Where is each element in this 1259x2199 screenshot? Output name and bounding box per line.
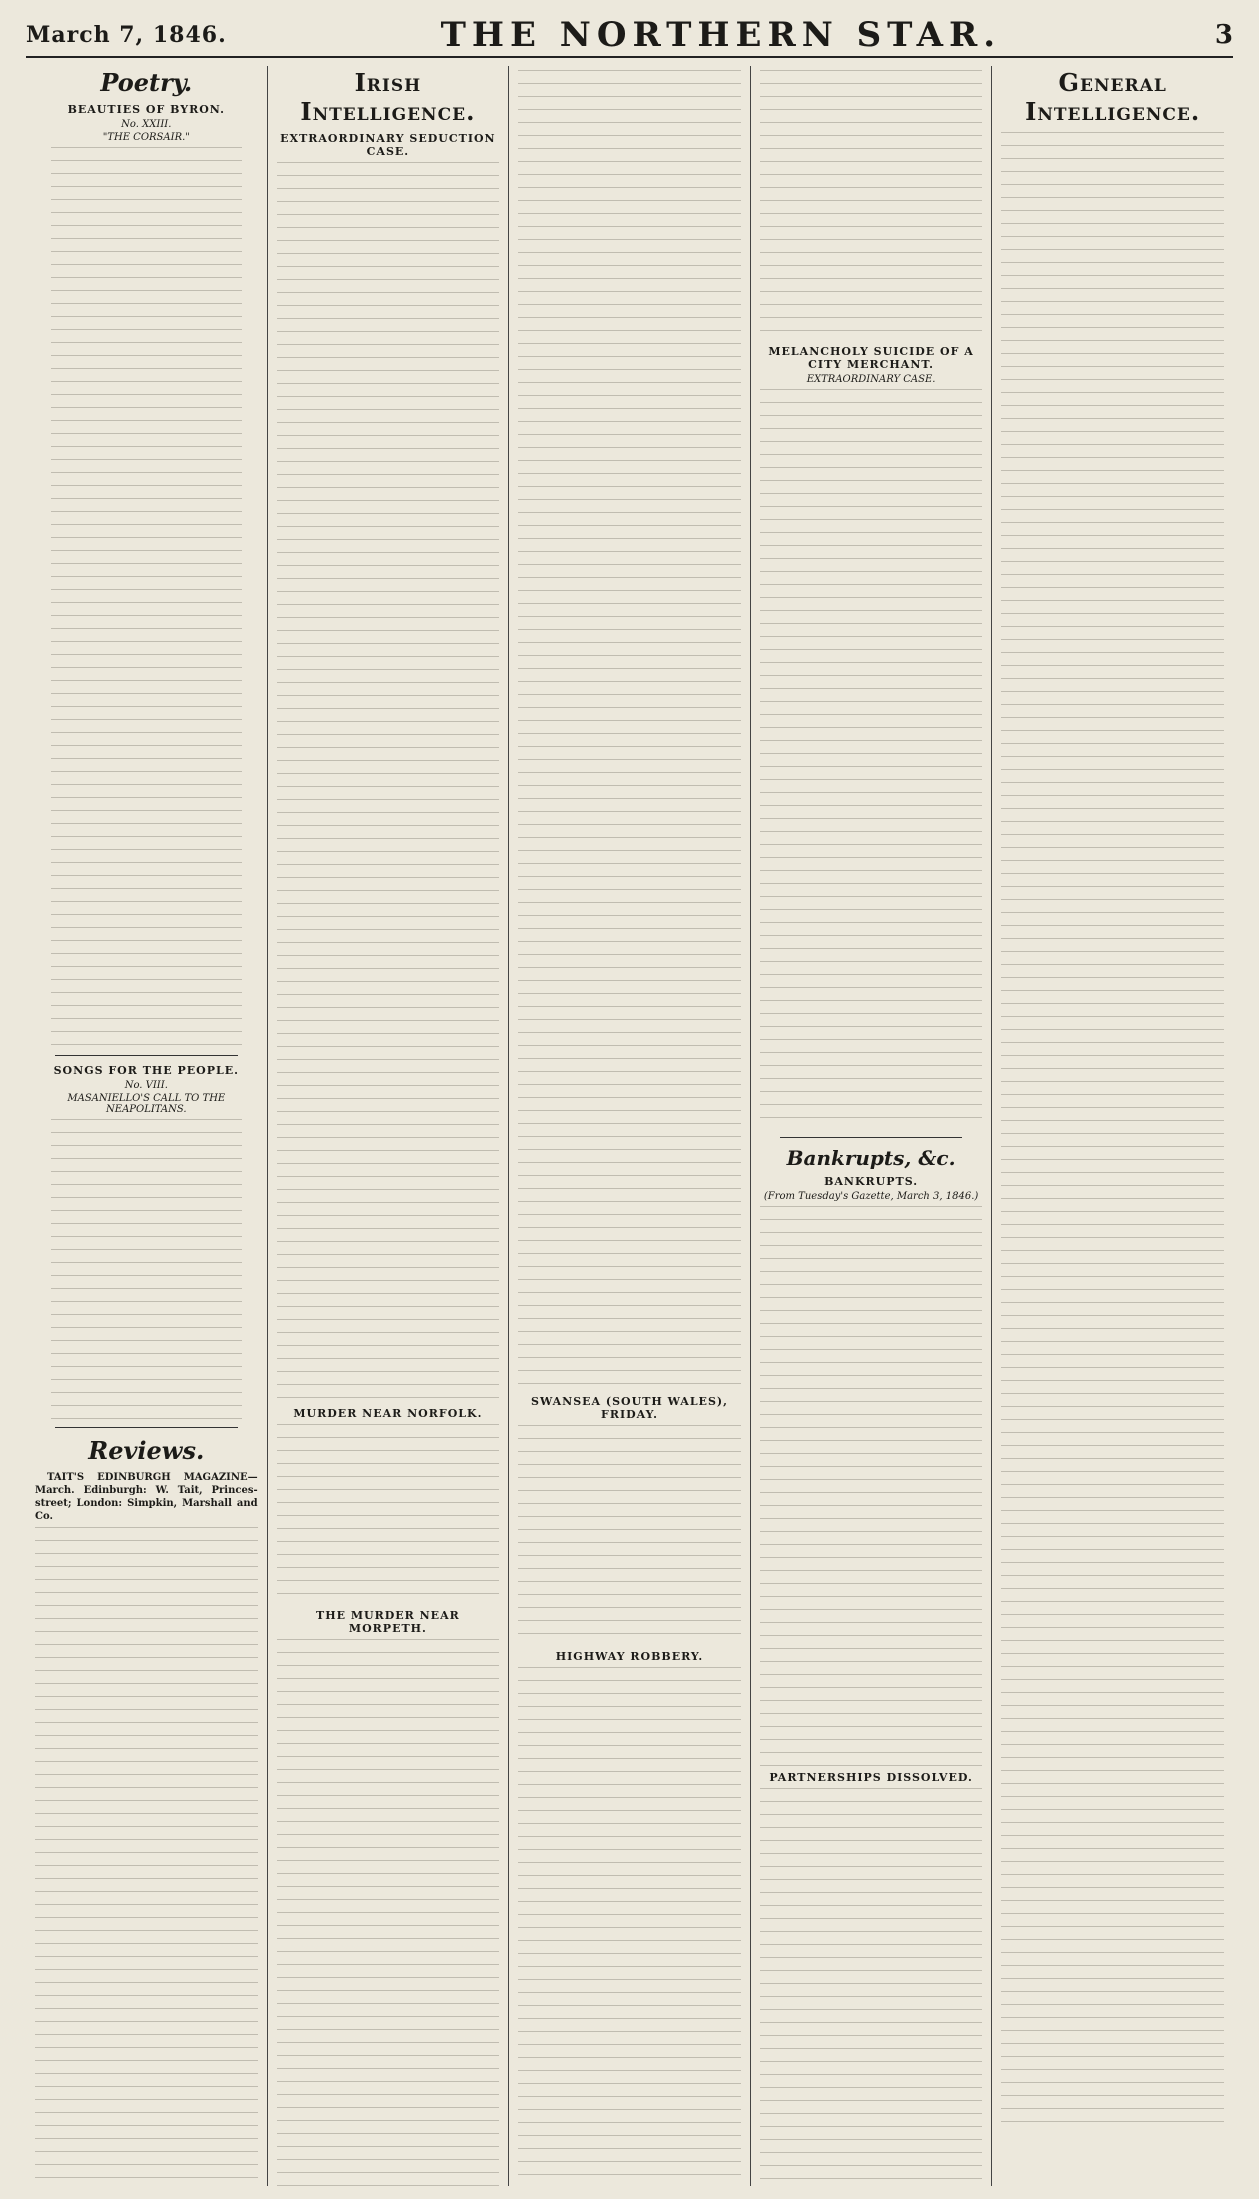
story-text-block [518,1667,741,2186]
story-text-block [760,70,983,340]
masthead [26,14,1233,58]
story-suicide-merchant: MELANCHOLY SUICIDE OF A CITY MERCHANT. [768,345,974,371]
reviews-heading: Reviews. [88,1436,205,1465]
poem-subtitle: "THE CORSAIR." [102,132,190,143]
column-4 [751,66,993,2186]
divider [780,1137,963,1138]
bankrupts-subheading: BANKRUPTS. [824,1175,919,1188]
column-2 [268,66,510,2186]
story-murder-morpeth: THE MURDER NEAR MORPETH. [316,1609,460,1635]
newspaper-title: THE NORTHERN STAR. [440,15,1002,55]
column-5 [992,66,1233,2186]
bankrupts-heading: Bankrupts, &c. [786,1146,956,1170]
general-intelligence-heading: General Intelligence. [1025,68,1201,126]
irish-intelligence-heading: Irish Intelligence. [300,68,476,126]
poem-text-block [51,147,242,1047]
song-text-block [51,1119,242,1419]
divider [55,1427,238,1428]
story-text-block [277,162,500,1402]
column-3 [509,66,751,2186]
poem-title: BEAUTIES OF BYRON. [67,103,225,116]
story-text-block [277,1424,500,1604]
columns [26,66,1233,2186]
bankrupts-date: (From Tuesday's Gazette, March 3, 1846.) [763,1191,979,1202]
poem-number: No. XXIII. [121,119,172,130]
story-text-block [518,70,741,1390]
story-suicide-subhead: EXTRAORDINARY CASE. [806,374,936,385]
songs-number: No. VIII. [124,1080,168,1091]
songs-subtitle: MASANIELLO'S CALL TO THE NEAPOLITANS. [67,1093,226,1115]
partnerships-list [760,1788,983,2186]
poetry-heading: Poetry. [100,68,193,97]
general-text-block [1001,132,1224,2132]
issue-date: March 7, 1846. [26,22,227,48]
page-number: 3 [1214,20,1233,50]
songs-title: SONGS FOR THE PEOPLE. [53,1064,239,1077]
story-seduction-case: EXTRAORDINARY SEDUCTION CASE. [280,132,496,158]
story-swansea: SWANSEA (SOUTH WALES), FRIDAY. [531,1395,728,1421]
bankrupts-list [760,1206,983,1766]
story-text-block [760,389,983,1129]
review-text-block [35,1527,258,2186]
review-head: TAIT'S EDINBURGH MAGAZINE—March. Edinburgh: W. Tait, Princes-street; London: Simpkin, Marshall and Co. [35,1472,258,1522]
story-text-block [518,1425,741,1645]
story-highway-robbery: HIGHWAY ROBBERY. [555,1650,704,1663]
story-murder-norfolk: MURDER NEAR NORFOLK. [293,1407,483,1420]
divider [55,1055,238,1056]
story-text-block [277,1639,500,2186]
column-1 [26,66,268,2186]
partnerships-heading: PARTNERSHIPS DISSOLVED. [769,1771,973,1784]
